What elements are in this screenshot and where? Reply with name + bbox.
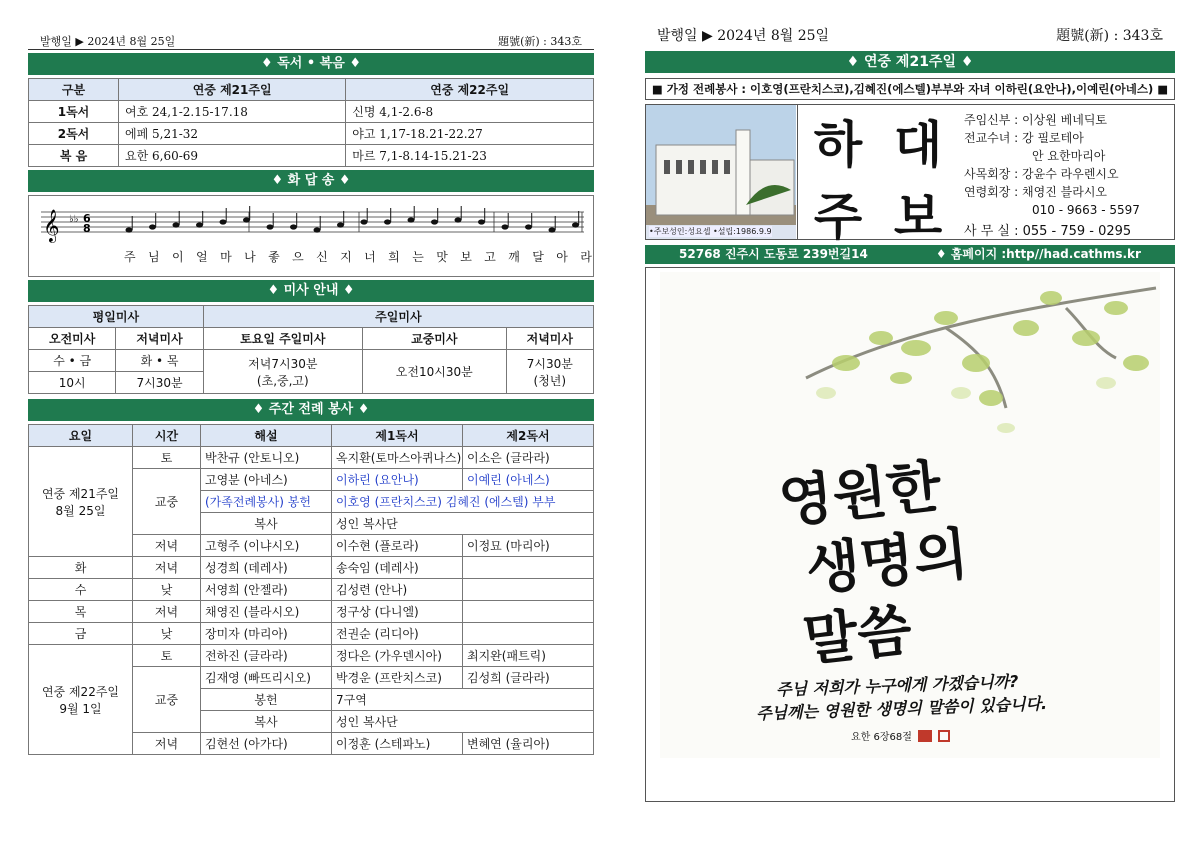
sunday22-date: 9월 1일 bbox=[59, 701, 102, 716]
serve-cell: 최지완(패트릭) bbox=[463, 645, 594, 667]
music-note bbox=[314, 227, 321, 232]
music-note bbox=[126, 227, 133, 232]
lyric-syllable: 보 bbox=[460, 250, 474, 264]
mass-sat: 저녁7시30분 bbox=[248, 356, 318, 371]
table-row bbox=[29, 557, 594, 579]
left-pub-row bbox=[28, 32, 594, 50]
serve-cell: 김성련 (안나) bbox=[332, 579, 463, 601]
issue-date: 발행일 ▶ 2024년 8월 25일 bbox=[657, 28, 830, 44]
reading-cell: 여호 24,1-2.15-17.18 bbox=[119, 101, 346, 123]
table-row bbox=[29, 645, 594, 667]
table-row bbox=[29, 623, 594, 645]
mass-sunday-head: 주일미사 bbox=[203, 306, 593, 328]
serve-cell: 장미자 (마리아) bbox=[201, 623, 332, 645]
mass-sat-note: (초,중,고) bbox=[256, 373, 309, 388]
serve-cell: 변혜연 (율리아) bbox=[463, 733, 594, 755]
music-note bbox=[267, 224, 274, 229]
reading-cell: 신명 4,1-2.6-8 bbox=[346, 101, 594, 123]
mass-eve-cell bbox=[506, 350, 593, 394]
time-cell: 낮 bbox=[133, 579, 201, 601]
music-note bbox=[502, 224, 509, 229]
seal-stamp-icon bbox=[918, 730, 932, 742]
verse-line-1: 주님 저희가 누구에게 가겠습니까? bbox=[775, 671, 1019, 700]
lyric-syllable: 주 bbox=[124, 250, 138, 264]
staff-line: 안 요한마리아 bbox=[1032, 149, 1106, 163]
mass-col: 교중미사 bbox=[362, 328, 506, 350]
church-photo-image bbox=[646, 105, 796, 239]
lyric-syllable: 너 bbox=[364, 250, 378, 264]
mass-cell: 수 • 금 bbox=[29, 350, 116, 372]
serve-title: ♦ 주간 전례 봉사 ♦ bbox=[28, 399, 594, 421]
mass-col: 토요일 주일미사 bbox=[203, 328, 362, 350]
day-cell: 목 bbox=[29, 601, 133, 623]
hymn-lyrics bbox=[124, 248, 594, 265]
time-cell: 저녁 bbox=[133, 733, 201, 755]
readings-table bbox=[28, 78, 594, 167]
title-char: 하 bbox=[813, 116, 863, 174]
lyric-syllable: 고 bbox=[484, 250, 498, 264]
calligraphy-line: 생명의 bbox=[802, 520, 972, 604]
music-note bbox=[408, 217, 415, 222]
reading-label: 복 음 bbox=[29, 145, 119, 167]
serve-cell: 전권순 (리디아) bbox=[332, 623, 463, 645]
serve-cell: 이정훈 (스테파노) bbox=[332, 733, 463, 755]
serve-table bbox=[28, 424, 594, 755]
readings-title: ♦ 독서 • 복음 ♦ bbox=[28, 53, 594, 75]
issue-number: 題號(新) : 343호 bbox=[1056, 28, 1163, 44]
serve-cell: 봉헌 bbox=[201, 689, 332, 711]
time-cell: 토 bbox=[133, 447, 201, 469]
svg-text:8: 8 bbox=[83, 222, 91, 235]
lyric-syllable: 아 bbox=[556, 250, 570, 264]
calligraphy-line: 영원한 bbox=[775, 453, 945, 536]
mass-weekday-head: 평일미사 bbox=[29, 306, 204, 328]
serve-cell: 7구역 bbox=[332, 689, 594, 711]
lyric-syllable: 으 bbox=[292, 250, 306, 264]
music-note bbox=[384, 219, 391, 224]
music-note bbox=[337, 222, 344, 227]
serve-cell: 김현선 (아가다) bbox=[201, 733, 332, 755]
table-row bbox=[29, 123, 594, 145]
mass-eve: 7시30분 bbox=[526, 356, 573, 371]
serve-head: 해설 bbox=[201, 425, 332, 447]
lyric-syllable: 맛 bbox=[436, 250, 450, 264]
serve-cell: 복사 bbox=[201, 513, 332, 535]
table-row bbox=[29, 601, 594, 623]
music-note bbox=[525, 224, 532, 229]
music-note bbox=[572, 222, 579, 227]
reading-cell: 마르 7,1-8.14-15.21-23 bbox=[346, 145, 594, 167]
serve-cell: 성인 복사단 bbox=[332, 513, 594, 535]
calligraphy-line: 말씀 bbox=[800, 596, 915, 674]
serve-cell: 고형주 (이냐시오) bbox=[201, 535, 332, 557]
serve-cell: 이하린 (요안나) bbox=[332, 469, 463, 491]
serve-cell: 전하진 (글라라) bbox=[201, 645, 332, 667]
serve-cell: 이정묘 (마리아) bbox=[463, 535, 594, 557]
lyric-syllable: 마 bbox=[220, 250, 234, 264]
serve-cell: 이수현 (플로라) bbox=[332, 535, 463, 557]
calligraphy-title bbox=[776, 449, 979, 677]
time-cell: 저녁 bbox=[133, 557, 201, 579]
day-cell: 수 bbox=[29, 579, 133, 601]
serve-head: 요일 bbox=[29, 425, 133, 447]
serve-cell: 성인 복사단 bbox=[332, 711, 594, 733]
serve-head: 제1독서 bbox=[332, 425, 463, 447]
music-staff bbox=[28, 195, 594, 277]
verse-reference bbox=[851, 728, 950, 743]
title-char: 대 bbox=[893, 116, 943, 174]
sunday22-cell bbox=[29, 645, 133, 755]
mass-sat-cell bbox=[203, 350, 362, 394]
reading-label: 1독서 bbox=[29, 101, 119, 123]
serve-cell bbox=[463, 623, 594, 645]
serve-cell bbox=[463, 557, 594, 579]
lyric-syllable: 달 bbox=[532, 250, 546, 264]
seal-stamp-icon bbox=[938, 730, 950, 742]
music-note bbox=[173, 222, 180, 227]
readings-head-21: 연중 제21주일 bbox=[119, 79, 346, 101]
time-cell: 교중 bbox=[133, 469, 201, 535]
staff-line: 주임신부 : 이상원 베네딕토 bbox=[964, 113, 1107, 127]
serve-cell bbox=[463, 601, 594, 623]
reading-cell: 야고 1,17-18.21-22.27 bbox=[346, 123, 594, 145]
serve-cell: 박찬규 (안토니오) bbox=[201, 447, 332, 469]
serve-cell: 서영희 (안젤라) bbox=[201, 579, 332, 601]
left-page bbox=[28, 32, 594, 755]
lyric-syllable: 라 bbox=[580, 250, 594, 264]
family-note: ■ 가정 전례봉사 : 이호영(프란치스코),김혜진(에스텔)부부와 자녀 이하린(요안나),이예린(아네스) ■ bbox=[645, 78, 1175, 100]
mass-col: 저녁미사 bbox=[506, 328, 593, 350]
table-row bbox=[29, 101, 594, 123]
mass-title: ♦ 미사 안내 ♦ bbox=[28, 280, 594, 302]
hymn-title: ♦ 화 답 송 ♦ bbox=[28, 170, 594, 192]
lyric-syllable: 좋 bbox=[268, 250, 282, 264]
verse-line-2: 주님께는 영원한 생명의 말씀이 있습니다. bbox=[755, 693, 1048, 724]
readings-head-label: 구분 bbox=[29, 79, 119, 101]
staff-line: 전교수녀 : 강 필로테아 bbox=[964, 131, 1084, 145]
right-page bbox=[645, 25, 1175, 802]
verse-ref-text: 요한 6장68절 bbox=[851, 732, 912, 743]
mass-cell: 7시30분 bbox=[116, 372, 203, 394]
lyric-syllable: 이 bbox=[172, 250, 186, 264]
lyric-syllable: 나 bbox=[244, 250, 258, 264]
time-cell: 저녁 bbox=[133, 601, 201, 623]
photo-caption: •주보성인:성요셉 •설립:1986.9.9 bbox=[649, 227, 772, 236]
lyric-syllable: 님 bbox=[148, 250, 162, 264]
lyric-syllable: 지 bbox=[340, 250, 354, 264]
serve-cell: 옥지환(토마스아퀴나스) bbox=[332, 447, 463, 469]
serve-cell: 이호영 (프란치스코) 김혜진 (에스텔) 부부 bbox=[332, 491, 594, 513]
table-row bbox=[29, 579, 594, 601]
sunday21-label: 연중 제21주일 bbox=[41, 486, 120, 501]
right-pub-row bbox=[645, 25, 1175, 45]
mass-cell: 10시 bbox=[29, 372, 116, 394]
serve-cell: 송숙임 (데레사) bbox=[332, 557, 463, 579]
serve-head: 시간 bbox=[133, 425, 201, 447]
masthead bbox=[645, 104, 1175, 246]
title-char: 주 bbox=[813, 188, 863, 246]
reading-cell: 요한 6,60-69 bbox=[119, 145, 346, 167]
lyric-syllable: 는 bbox=[412, 250, 426, 264]
serve-cell: 성경희 (데레사) bbox=[201, 557, 332, 579]
calligraphy-artwork bbox=[645, 267, 1175, 802]
serve-cell: 이예린 (아네스) bbox=[463, 469, 594, 491]
sunday21-date: 8월 25일 bbox=[55, 503, 106, 518]
lyric-syllable: 신 bbox=[316, 250, 330, 264]
homepage-link[interactable]: ♦ 홈페이지 :http//had.cathms.kr bbox=[935, 247, 1141, 261]
time-cell: 교중 bbox=[133, 667, 201, 733]
reading-cell: 에페 5,21-32 bbox=[119, 123, 346, 145]
serve-cell: 정다은 (가우덴시아) bbox=[332, 645, 463, 667]
sunday21-cell bbox=[29, 447, 133, 557]
mass-eve-note: (청년) bbox=[533, 373, 567, 388]
serve-cell: 이소은 (글라라) bbox=[463, 447, 594, 469]
day-cell: 금 bbox=[29, 623, 133, 645]
serve-cell: 박경운 (프란치스코) bbox=[332, 667, 463, 689]
reading-label: 2독서 bbox=[29, 123, 119, 145]
serve-cell: 채영진 (블라시오) bbox=[201, 601, 332, 623]
staff-line: 010 - 9663 - 5597 bbox=[1032, 203, 1140, 217]
music-note bbox=[290, 224, 297, 229]
svg-text:6: 6 bbox=[83, 212, 91, 225]
table-row bbox=[29, 145, 594, 167]
svg-text:♭♭: ♭♭ bbox=[69, 214, 79, 225]
serve-cell: 김재영 (빠뜨리시오) bbox=[201, 667, 332, 689]
music-note bbox=[549, 227, 556, 232]
mass-table bbox=[28, 305, 594, 394]
mass-main: 오전10시30분 bbox=[362, 350, 506, 394]
issue-number: 題號(新) : 343호 bbox=[498, 35, 582, 48]
music-note bbox=[243, 217, 250, 222]
staff-list bbox=[958, 105, 1140, 239]
bulletin-title bbox=[798, 105, 958, 246]
title-char: 보 bbox=[893, 188, 943, 246]
music-note bbox=[361, 219, 368, 224]
serve-cell: 고영분 (아네스) bbox=[201, 469, 332, 491]
music-note bbox=[431, 219, 438, 224]
serve-head: 제2독서 bbox=[463, 425, 594, 447]
time-cell: 낮 bbox=[133, 623, 201, 645]
serve-cell: 김성희 (글라라) bbox=[463, 667, 594, 689]
lyric-syllable: 희 bbox=[388, 250, 402, 264]
music-note bbox=[196, 222, 203, 227]
serve-cell: 복사 bbox=[201, 711, 332, 733]
music-note bbox=[220, 219, 227, 224]
table-row bbox=[29, 447, 594, 469]
serve-cell: 정구상 (다니엘) bbox=[332, 601, 463, 623]
music-note bbox=[478, 219, 485, 224]
time-cell: 토 bbox=[133, 645, 201, 667]
day-cell: 화 bbox=[29, 557, 133, 579]
address: 52768 진주시 도동로 239번길14 bbox=[679, 247, 868, 261]
music-note bbox=[455, 217, 462, 222]
church-photo bbox=[646, 105, 798, 239]
sunday-title: ♦ 연중 제21주일 ♦ bbox=[645, 51, 1175, 73]
issue-date: 발행일 ▶ 2024년 8월 25일 bbox=[40, 35, 176, 48]
staff-line: 사목회장 : 강윤수 라우렌시오 bbox=[964, 167, 1119, 181]
lyric-syllable: 깨 bbox=[508, 250, 522, 264]
music-note bbox=[149, 224, 156, 229]
lyric-syllable: 얼 bbox=[196, 250, 210, 264]
serve-cell bbox=[463, 579, 594, 601]
staff-line: 사 무 실 : 055 - 759 - 0295 bbox=[964, 224, 1132, 239]
mass-col: 저녁미사 bbox=[116, 328, 203, 350]
readings-head-22: 연중 제22주일 bbox=[346, 79, 594, 101]
music-notation bbox=[29, 200, 593, 250]
staff-line: 연령회장 : 채영진 블라시오 bbox=[964, 185, 1107, 199]
sunday22-label: 연중 제22주일 bbox=[41, 684, 120, 699]
mass-col: 오전미사 bbox=[29, 328, 116, 350]
time-cell: 저녁 bbox=[133, 535, 201, 557]
svg-text:𝄞: 𝄞 bbox=[43, 209, 60, 242]
mass-cell: 화 • 목 bbox=[116, 350, 203, 372]
serve-cell: (가족전례봉사) 봉헌 bbox=[201, 491, 332, 513]
